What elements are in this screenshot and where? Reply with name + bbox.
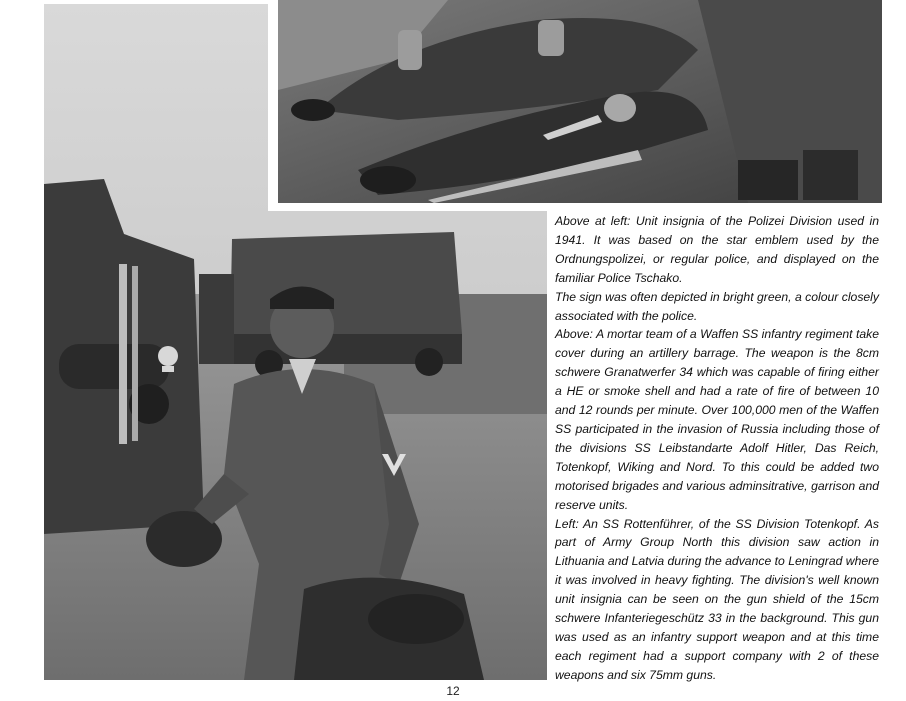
caption-paragraph-polizei: Above at left: Unit insignia of the Polizei Division used in 1941. It was based on the star emblem used by the Ordnungspolizei, or regular police, and displayed on the familiar Police Tschako. bbox=[555, 214, 879, 285]
photo-mortar-team bbox=[278, 0, 882, 203]
caption-paragraph-green: The sign was often depicted in bright green, a colour closely associated with the police. bbox=[555, 289, 879, 323]
photo-caption bbox=[555, 212, 879, 685]
page-number: 12 bbox=[446, 684, 460, 698]
caption-paragraph-rottenfuhrer: Left: An SS Rottenführer, of the SS Division Totenkopf. As part of Army Group North this division saw action in Lithuania and Latvia during the advance to Leningrad where it was involved in heavy fighting. The division's well known unit insignia can be seen on the gun shield of the 15cm schwere Infanteriegeschütz 33 in the background. This gun was used as an infantry support weapon and at this time each regiment had a support company with 2 of these weapons and six 75mm guns. bbox=[555, 516, 879, 682]
caption-paragraph-mortar: Above: A mortar team of a Waffen SS infantry regiment take cover during an artillery barrage. The weapon is the 8cm schwere Granatwerfer 34 which was capable of firing either a HE or smoke shell and had a rate of fire of between 10 and 12 rounds per minute. Over 100,000 men of the Waffen SS participated in the invasion of Russia including those of the divisions SS Leibstandarte Adolf Hitler, Das Reich, Totenkopf, Wiking and Nord. To this could be added two motorised brigades and various adminsitrative, garrison and reserve units. bbox=[555, 327, 879, 512]
photo-mortar-illustration bbox=[278, 0, 882, 203]
